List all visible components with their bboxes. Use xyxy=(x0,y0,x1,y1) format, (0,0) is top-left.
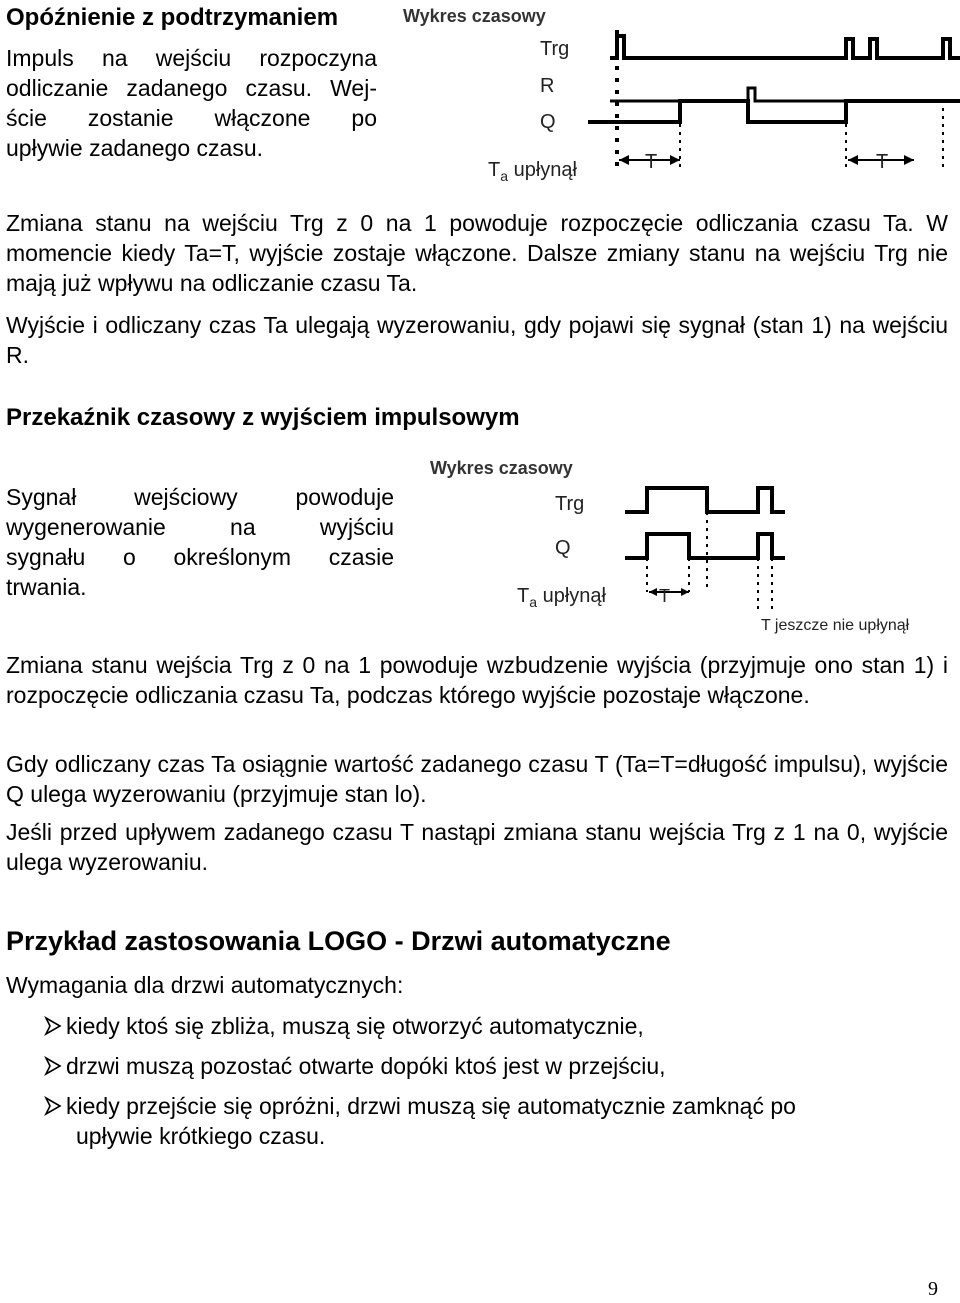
signal-label-q: Q xyxy=(555,537,571,559)
q-waveform xyxy=(588,101,960,122)
section-heading-delay-hold: Opóźnienie z podtrzymaniem xyxy=(6,4,339,31)
signal-label-trg: Trg xyxy=(555,493,585,515)
section-heading-example: Przykład zastosowania LOGO - Drzwi automatyczne xyxy=(6,926,671,956)
trg-waveform xyxy=(610,36,960,58)
paragraph-pulse-relay-1: Zmiana stanu wejścia Trg z 0 na 1 powoduje wzbudzenie wyjścia (przyjmuje ono stan 1) i rozpoczęcie odliczania czasu Ta, podczas którego wyjście pozostaje włączone. xyxy=(6,652,948,708)
arrow-left-icon xyxy=(649,588,657,596)
section-heading-pulse-relay: Przekaźnik czasowy z wyjściem impulsowym xyxy=(6,404,520,431)
paragraph-pulse-relay-3: Jeśli przed upływem zadanego czasu T nastąpi zmiana stanu wejścia Trg z 1 na 0, wyjście ulega wyzerowaniu. xyxy=(6,819,948,875)
intro-text-pulse-relay xyxy=(6,482,394,602)
intro-line: Impuls na wejściu rozpoczyna xyxy=(6,45,377,71)
arrowhead-bullet-icon xyxy=(44,1091,62,1121)
timing-diagram-delay-hold xyxy=(398,0,960,195)
arrow-right-icon xyxy=(670,155,680,165)
arrow-left-icon xyxy=(848,155,858,165)
list-item-text: kiedy ktoś się zbliża, muszą się otworzyć automatycznie, xyxy=(66,1013,644,1039)
intro-line: upływie zadanego czasu. xyxy=(6,135,263,161)
t-label: T xyxy=(659,586,670,606)
arrow-right-icon xyxy=(904,155,914,165)
list-item-text-continuation: upływie krótkiego czasu. xyxy=(76,1123,326,1149)
trg-waveform xyxy=(625,488,785,512)
paragraph-delay-hold-2: Wyjście i odliczany czas Ta ulegają wyzerowaniu, gdy pojawi się sygnał (stan 1) na wejściu R. xyxy=(6,312,948,368)
diagram-title: Wykres czasowy xyxy=(403,6,546,26)
signal-label-trg: Trg xyxy=(540,38,570,60)
arrowhead-bullet-icon xyxy=(44,1051,62,1081)
q-waveform xyxy=(625,534,785,558)
t-label: T xyxy=(645,151,658,173)
intro-line: Sygnał wejściowy powoduje xyxy=(6,484,394,510)
intro-line: wygenerowanie na wyjściu xyxy=(6,514,394,540)
intro-line: trwania. xyxy=(6,574,87,600)
diagram-title: Wykres czasowy xyxy=(430,458,573,478)
intro-line: odliczanie zadanego czasu. Wej- xyxy=(6,75,377,101)
ta-label: $T_a$ upłynął xyxy=(488,159,577,184)
list-item xyxy=(44,1051,944,1081)
arrow-left-icon xyxy=(619,155,629,165)
signal-label-r: R xyxy=(540,75,555,97)
list-item-text: drzwi muszą pozostać otwarte dopóki ktoś jest w przejściu, xyxy=(66,1053,666,1079)
t-not-elapsed-note: T jeszcze nie upłynął xyxy=(761,617,910,634)
timing-diagram-svg xyxy=(425,452,945,638)
arrow-right-icon xyxy=(681,588,689,596)
list-item xyxy=(44,1091,944,1151)
list-item-text: kiedy przejście się opróżni, drzwi muszą się automatycznie zamknąć po xyxy=(66,1093,796,1119)
arrowhead-bullet-icon xyxy=(44,1011,62,1041)
requirements-intro: Wymagania dla drzwi automatycznych: xyxy=(6,972,404,998)
intro-line: ście zostanie włączone po xyxy=(6,105,377,131)
ta-label: $T_a$ upłynął xyxy=(517,585,606,610)
list-item xyxy=(44,1011,944,1041)
timing-diagram-pulse-relay xyxy=(425,452,945,638)
intro-line: sygnału o określonym czasie xyxy=(6,544,394,570)
paragraph-pulse-relay-2: Gdy odliczany czas Ta osiągnie wartość zadanego czasu T (Ta=T=długość impulsu), wyjście Q ulega wyzerowaniu (przyjmuje stan lo). xyxy=(6,751,948,807)
timing-diagram-svg xyxy=(398,0,960,195)
t-label: T xyxy=(876,151,889,173)
paragraph-delay-hold-1: Zmiana stanu na wejściu Trg z 0 na 1 powoduje rozpoczęcie odliczania czasu Ta. W momencie kiedy Ta=T, wyjście zostaje włączone. Dalsze zmiany stanu na wejściu Trg nie mają już wpływu na odliczanie czasu Ta. xyxy=(6,210,948,296)
signal-label-q: Q xyxy=(540,111,556,133)
intro-text-delay-hold xyxy=(6,43,377,163)
page-number: 9 xyxy=(928,1278,938,1300)
